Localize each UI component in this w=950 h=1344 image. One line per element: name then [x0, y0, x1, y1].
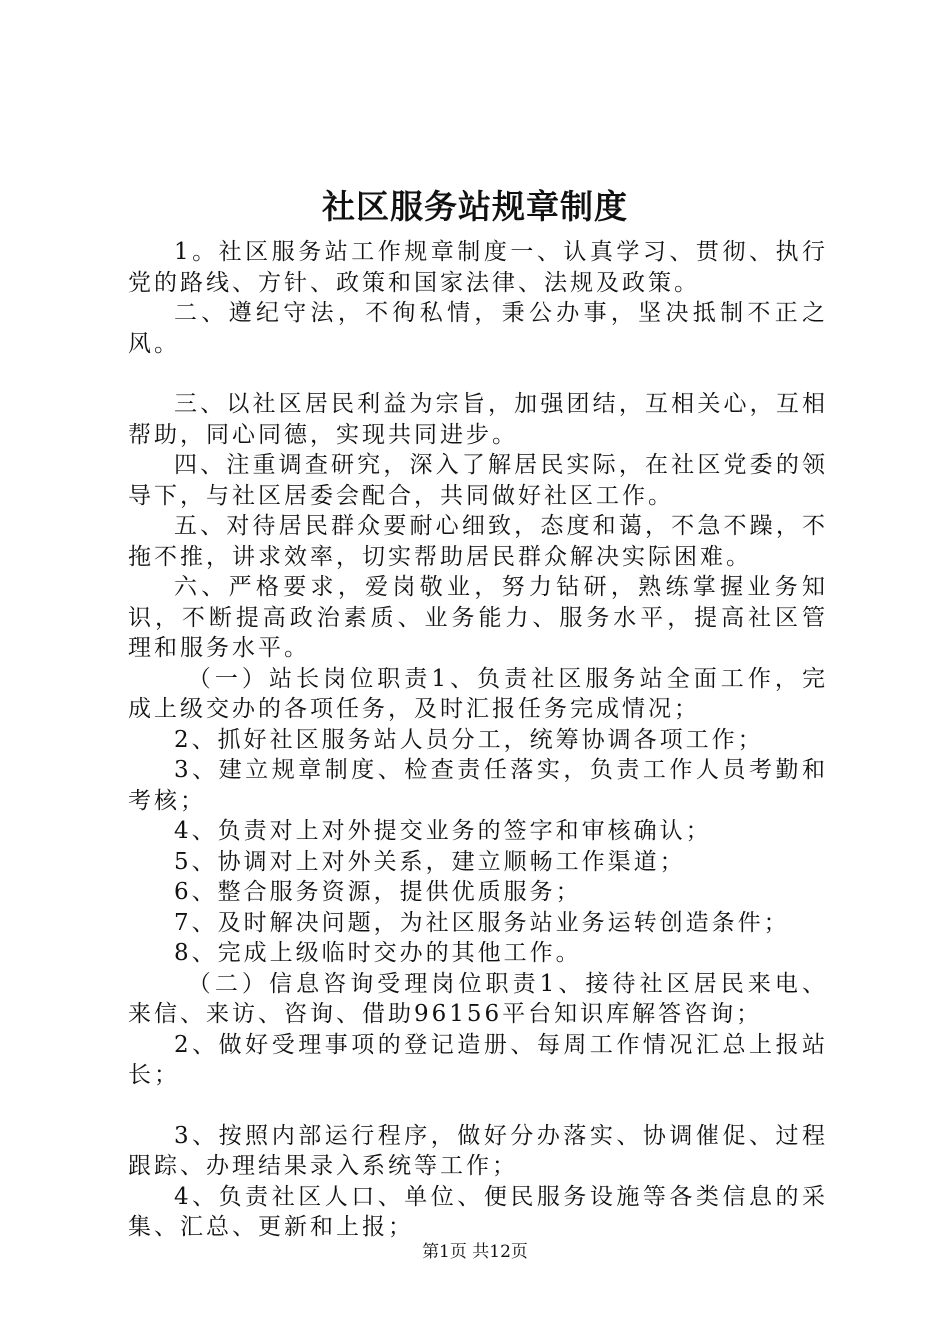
paragraph-8: 2、抓好社区服务站人员分工，统筹协调各项工作；	[174, 726, 764, 753]
paragraph-11: 5、协调对上对外关系，建立顺畅工作渠道；	[174, 848, 686, 875]
paragraph-12: 6、整合服务资源，提供优质服务；	[174, 879, 582, 905]
paragraph-7: （一）站长岗位职责1、负责社区服务站全面工作，完成上级交办的各项任务，及时汇报任务完成情况；	[128, 665, 828, 722]
paragraph-2: 二、遵纪守法，不徇私情，秉公办事，坚决抵制不正之风。	[128, 300, 828, 357]
document-body	[128, 237, 828, 1243]
paragraph-15: （二）信息咨询受理岗位职责1、接待社区居民来电、来信、来访、咨询、借助96156平台知识库解答咨询；	[128, 970, 828, 1027]
paragraph-18: 4、负责社区人口、单位、便民服务设施等各类信息的采集、汇总、更新和上报；	[128, 1183, 828, 1240]
paragraph-10: 4、负责对上对外提交业务的签字和审核确认；	[174, 818, 712, 844]
page-indicator: 第1页 共12页	[422, 1242, 528, 1262]
paragraph-17: 3、按照内部运行程序，做好分办落实、协调催促、过程跟踪、办理结果录入系统等工作；	[128, 1122, 828, 1179]
paragraph-16: 2、做好受理事项的登记造册、每周工作情况汇总上报站长；	[128, 1031, 828, 1088]
paragraph-6: 六、严格要求，爱岗敬业，努力钻研，熟练掌握业务知识，不断提高政治素质、业务能力、服务水平，提高社区管理和服务水平。	[128, 574, 828, 661]
paragraph-14: 8、完成上级临时交办的其他工作。	[174, 940, 582, 966]
paragraph-13: 7、及时解决问题，为社区服务站业务运转创造条件；	[174, 909, 790, 936]
paragraph-5: 五、对待居民群众要耐心细致，态度和蔼，不急不躁，不拖不推，讲求效率，切实帮助居民群众解决实际困难。	[128, 513, 828, 570]
document-title: 社区服务站规章制度	[322, 187, 628, 226]
paragraph-4: 四、注重调查研究，深入了解居民实际，在社区党委的领导下，与社区居委会配合，共同做好社区工作。	[128, 452, 828, 509]
paragraph-3: 三、以社区居民利益为宗旨，加强团结，互相关心，互相帮助，同心同德，实现共同进步。	[128, 391, 828, 448]
paragraph-1: 1。社区服务站工作规章制度一、认真学习、贯彻、执行党的路线、方针、政策和国家法律、法规及政策。	[128, 239, 828, 296]
paragraph-9: 3、建立规章制度、检查责任落实，负责工作人员考勤和考核；	[128, 757, 828, 814]
